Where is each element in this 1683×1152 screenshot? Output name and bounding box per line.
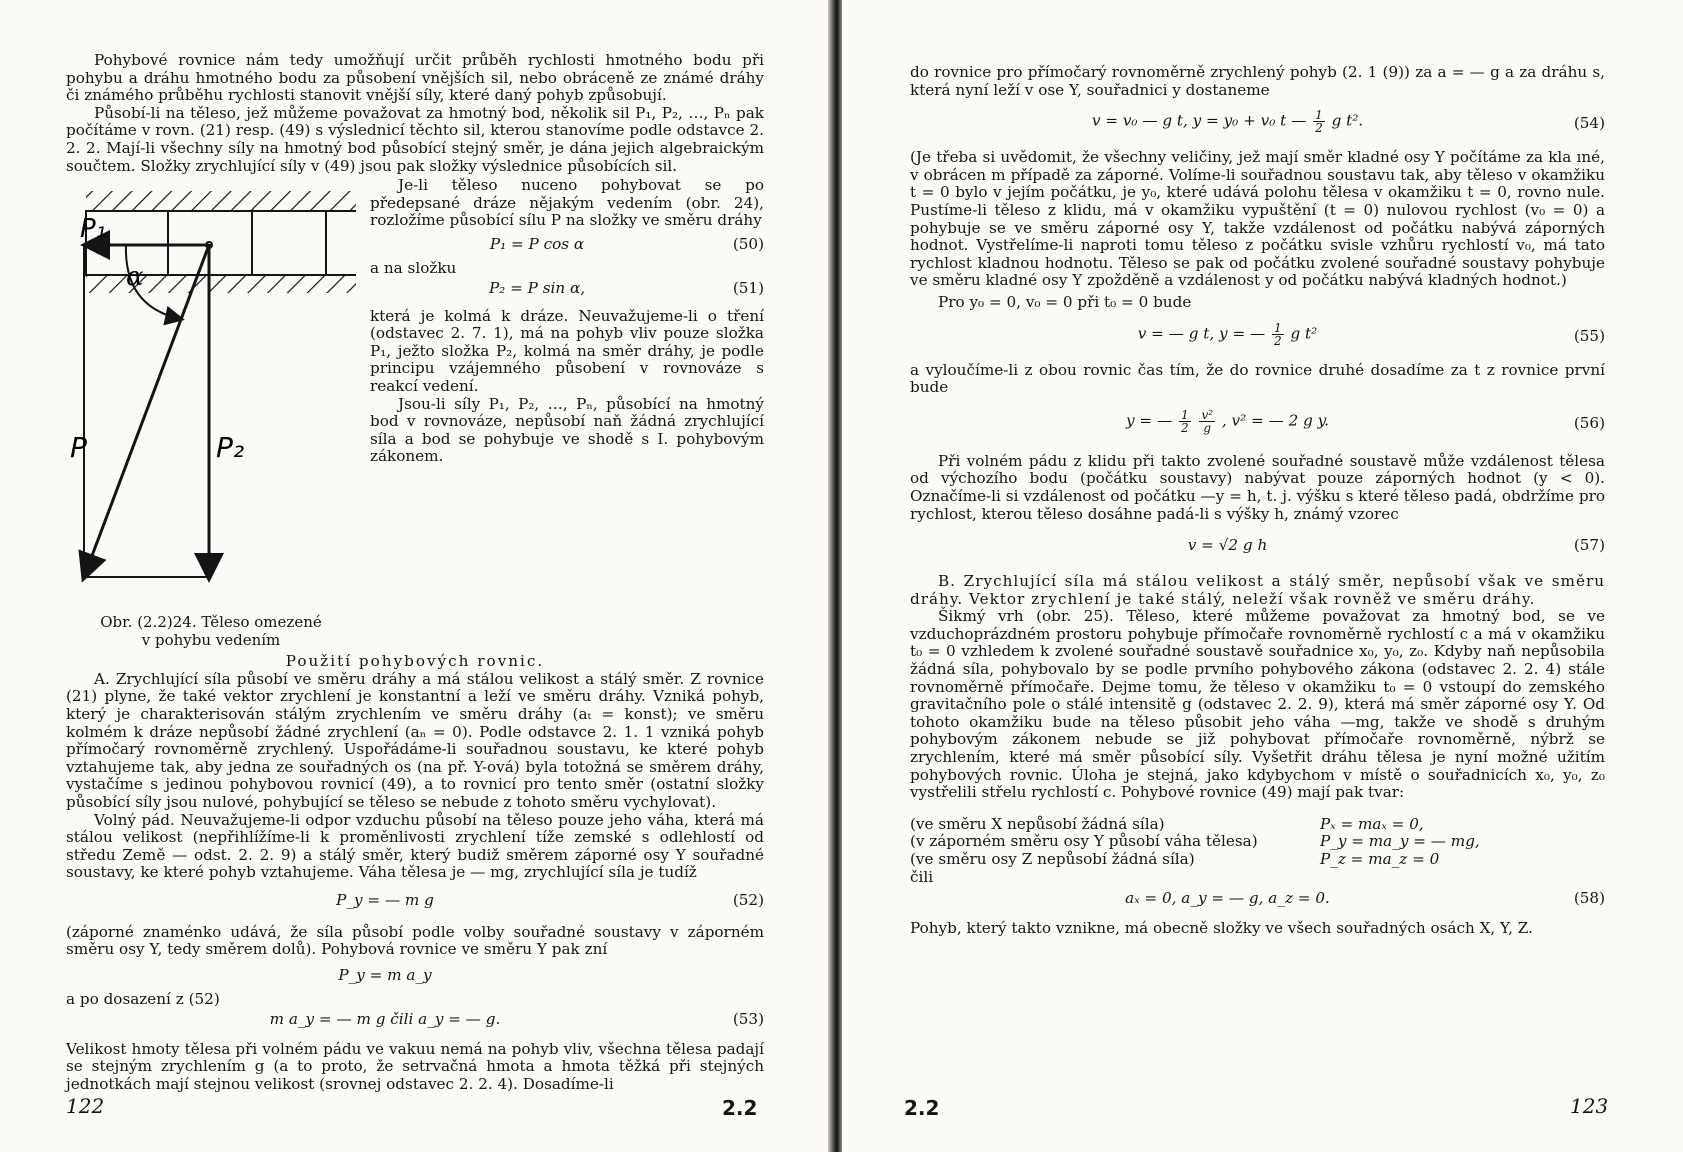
paragraph: Je-li těleso nuceno pohybovat se po předepsané dráze nějakým vedením (obr. 24), rozložíme působící sílu P na složky ve směru dráhy — [370, 176, 764, 230]
page-number: 123 — [1570, 1094, 1609, 1118]
equation-py: P_y = m a_y — [338, 966, 432, 985]
paragraph: Jsou-li síly P₁, P₂, …, Pₙ, působící na hmotný bod v rovnováze, nepůsobí naň žádná zrychlující síla a bod se pohybuje ve shodě s I. pohybovým zákonem. — [370, 394, 764, 466]
paragraph: a na složku — [370, 258, 457, 277]
figure-caption: Obr. (2.2)24. Těleso omezené v pohybu vedením — [100, 613, 322, 650]
left-page — [0, 0, 830, 1152]
equation-54: v = v₀ — g t, y = y₀ + v₀ t — $\frac{1}{2}$ g t². (54) — [1091, 108, 1605, 136]
left-text-column — [66, 52, 764, 1093]
equation-55: v = — g t, y = — $\frac{1}{2}$ g t² (55) — [1137, 320, 1605, 348]
paragraph: B. Zrychlující síla má stálou velikost a stálý směr, nepůsobí však ve směru dráhy. Vektor zrychlení je také stálý, neleží však rovněž ve směru dráhy. — [910, 572, 1605, 608]
paragraph: Při volném pádu z klidu při takto zvolené souřadné soustavě může vzdálenost tělesa od výchozího bodu (počátku soustavy) nabývat pouze záporných hodnot (y < 0). Označíme-li si vzdálenost od počátku —y = h, t. j. výšku s které těleso padá, obdržíme pro rychlost, kterou těleso dosáhne padá-li s výšky h, známý vzorec — [910, 451, 1605, 523]
equation-52: P_y = — m g (52) — [336, 890, 764, 909]
paragraph: A. Zrychlující síla působí ve směru dráhy a má stálou velikost a stálý směr. Z rovnice (21) plyne, že také vektor zrychlení je konstantní a leží ve směru dráhy. Vzniká pohyb, který je charakterisován stálým zrychlením ve směru dráhy (aₜ = konst); ve směru kolmém k dráze nepůsobí žádné zrychlení (aₙ = 0). Podle odstavce 2. 1. 1 vzniká pohyb přímočarý rovnoměrně zrychlený. Uspořádáme-li souřadnou soustavu, ke které pohyb vztahujeme tak, aby jedna ze souřadných os (na př. Y-ová) byla totožná se směrem dráhy, vystačíme s jedinou pohybovou rovnicí (49), a to rovnicí pro tento směr (ostatní složky působící síly jsou nulové, pohybující se těleso se nebude z tohoto směru vychylovat). — [66, 669, 764, 811]
section-marker: 2.2 — [722, 1096, 758, 1120]
label-p1: P₁ — [80, 214, 107, 245]
equation-53: m a_y = — m g čili a_y = — g. (53) — [269, 1009, 764, 1028]
equation-56: y = — $\frac{1}{2}$ $\frac{\text{v²}}{g}$ , v² = — 2 g y. (56) — [1125, 407, 1605, 435]
equation-51: P₂ = P sin α, (51) — [488, 278, 764, 297]
label-p: P — [70, 431, 87, 465]
paragraph: (záporné znaménko udává, že síla působí podle volby souřadné soustavy v záporném směru osy Y, tedy směrem dolů). Pohybová rovnice ve směru Y pak zní — [66, 922, 764, 959]
section-marker: 2.2 — [904, 1096, 940, 1120]
paragraph: Velikost hmoty tělesa při volném pádu ve vakuu nemá na pohyb vliv, všechna tělesa padají se stejným zrychlením g (a to proto, že setrvačná hmota a hmota těžká při stejných jednotkách mají stejnou velikost (srovnej odstavec 2. 2. 4). Dosadíme-li — [66, 1039, 764, 1093]
paragraph: Pohyb, který takto vznikne, má obecně složky ve všech souřadných osách X, Y, Z. — [910, 919, 1533, 938]
equation-57: v = √2 g h (57) — [1187, 536, 1605, 555]
paragraph: Pro y₀ = 0, v₀ = 0 při t₀ = 0 bude — [938, 292, 1192, 311]
equation-58: aₓ = 0, a_y = — g, a_z = 0. (58) — [1125, 889, 1605, 908]
paragraph: (Je třeba si uvědomit, že všechny veličiny, jež mají směr kladné osy Y počítáme za kla ıné, v obrácen m případě za záporné. Volíme-li souřadnou soustavu tak, aby těleso v okamžiku t = 0 bylo v jejím počátku, je y₀, které udává polohu tělesa v okamžiku t = 0, rovno nule. Pustíme-li těleso z klidu, má v okamžiku vypuštění (t = 0) nulovou rychlost (v₀ = 0) a pohybuje se ve směru záporné osy Y, takže vzdálenost od počátku nabývá záporných hodnot. Vystřelíme-li naproti tomu těleso z počátku svisle vzhůru rychlostí v₀, má tato rychlost kladnou hodnotu. Těleso se pak od počátku zvolené souřadné soustavy pohybuje ve směru kladné osy Y zpožděně a vzdálenost y od počátku nabývá kladných hodnot.) — [910, 148, 1605, 290]
paragraph: která je kolmá k dráze. Neuvažujeme-li o tření (odstavec 2. 7. 1), má na pohyb vliv pouze složka P₁, ježto složka P₂, kolmá na směr dráhy, je podle principu vzájemného působení v rovnováze s reakcí vedení. — [370, 306, 764, 395]
paragraph: Šikmý vrh (obr. 25). Těleso, které můžeme považovat za hmotný bod, se ve vzduchoprázdném prostoru pohybuje přímočaře rovnoměrně rychlostí c a má v okamžiku t₀ = 0 vzhledem k zvolené souřadné soustavě souřadnice x₀, y₀, z₀. Kdyby naň nepůsobila žádná síla, pohybovalo by se podle prvního pohybového zákona (odstavec 2. 2. 4) stále rovnoměrně přímočaře. Dejme tomu, že těleso v okamžiku t₀ = 0 vstoupí do zemského gravitačního pole o stálé intensitě g (odstavec 2. 2. 9), která má směr záporné osy Y. Od tohoto okamžiku bude na těleso působit jeho váha —mg, takže ve shodě s druhým pohybovým zákonem nebude se již pohybovat přímočaře rovnoměrně, nýbrž se zrychlením, které má směr působící síly. Vyšetřit dráhu tělesa je nyní možné užitím pohybových rovnic. Úloha je stejná, jako kdybychom v místě o souřadnicích x₀, y₀, z₀ vystřelili střelu rychlostí c. Pohybové rovnice (49) mají pak tvar: — [910, 607, 1605, 802]
section-heading: Použití pohybových rovnic. — [285, 652, 545, 671]
right-page — [842, 0, 1683, 1152]
paragraph: Pohybové rovnice nám tedy umožňují určit průběh rychlosti hmotného bodu při pohybu a dráhu hmotného bodu za působení vnějších sil, nebo obráceně ze známé dráhy či známého průběhu rychlosti stanovit vnější síly, které daný pohyb způsobují. — [66, 51, 764, 105]
paragraph: Volný pád. Neuvažujeme-li odpor vzduchu působí na těleso pouze jeho váha, která má stálou velikost (nepřihlížíme-li k proměnlivosti zrychlení tíže zemské s odlehlostí od středu Země — odst. 2. 2. 9) a stálý směr, který budiž směrem záporné osy Y souřadné soustavy, ke které pohyb vztahujeme. Váha tělesa je — mg, zrychlující síla je tudíž — [66, 810, 764, 882]
equation-system: (ve směru X nepůsobí žádná síla) Pₓ = maₓ = 0, (v záporném směru osy Y působí váha tělesa) P_y = ma_y = — mg, (ve směru osy Z nepůsobí žádná síla) P_z = ma_z = 0 čili — [910, 814, 1480, 886]
paragraph: a po dosazení z (52) — [66, 990, 220, 1009]
label-alpha: α — [126, 262, 144, 293]
page-number: 122 — [66, 1094, 105, 1118]
paragraph: Působí-li na těleso, jež můžeme považovat za hmotný bod, několik sil P₁, P₂, …, Pₙ pak počítáme v rovn. (21) resp. (49) s výslednicí těchto sil, kterou stanovíme podle odstavce 2. 2. 2. Mají-li všechny síly na hmotný bod působící stejný směr, je dána jejich algebraickým součtem. Složky zrychlující síly v (49) jsou pak složky výslednice působících sil. — [66, 103, 764, 175]
paragraph: do rovnice pro přímočarý rovnoměrně zrychlený pohyb (2. 1 (9)) za a = — g a za dráhu s, která nyní leží v ose Y, souřadnici y dostaneme — [910, 63, 1605, 99]
paragraph: a vyloučíme-li z obou rovnic čas tím, že do rovnice druhé dosadíme za t z rovnice první bude — [910, 360, 1605, 397]
right-text-column — [910, 64, 1605, 938]
label-p2: P₂ — [216, 431, 245, 465]
equation-50: P₁ = P cos α (50) — [489, 234, 764, 253]
